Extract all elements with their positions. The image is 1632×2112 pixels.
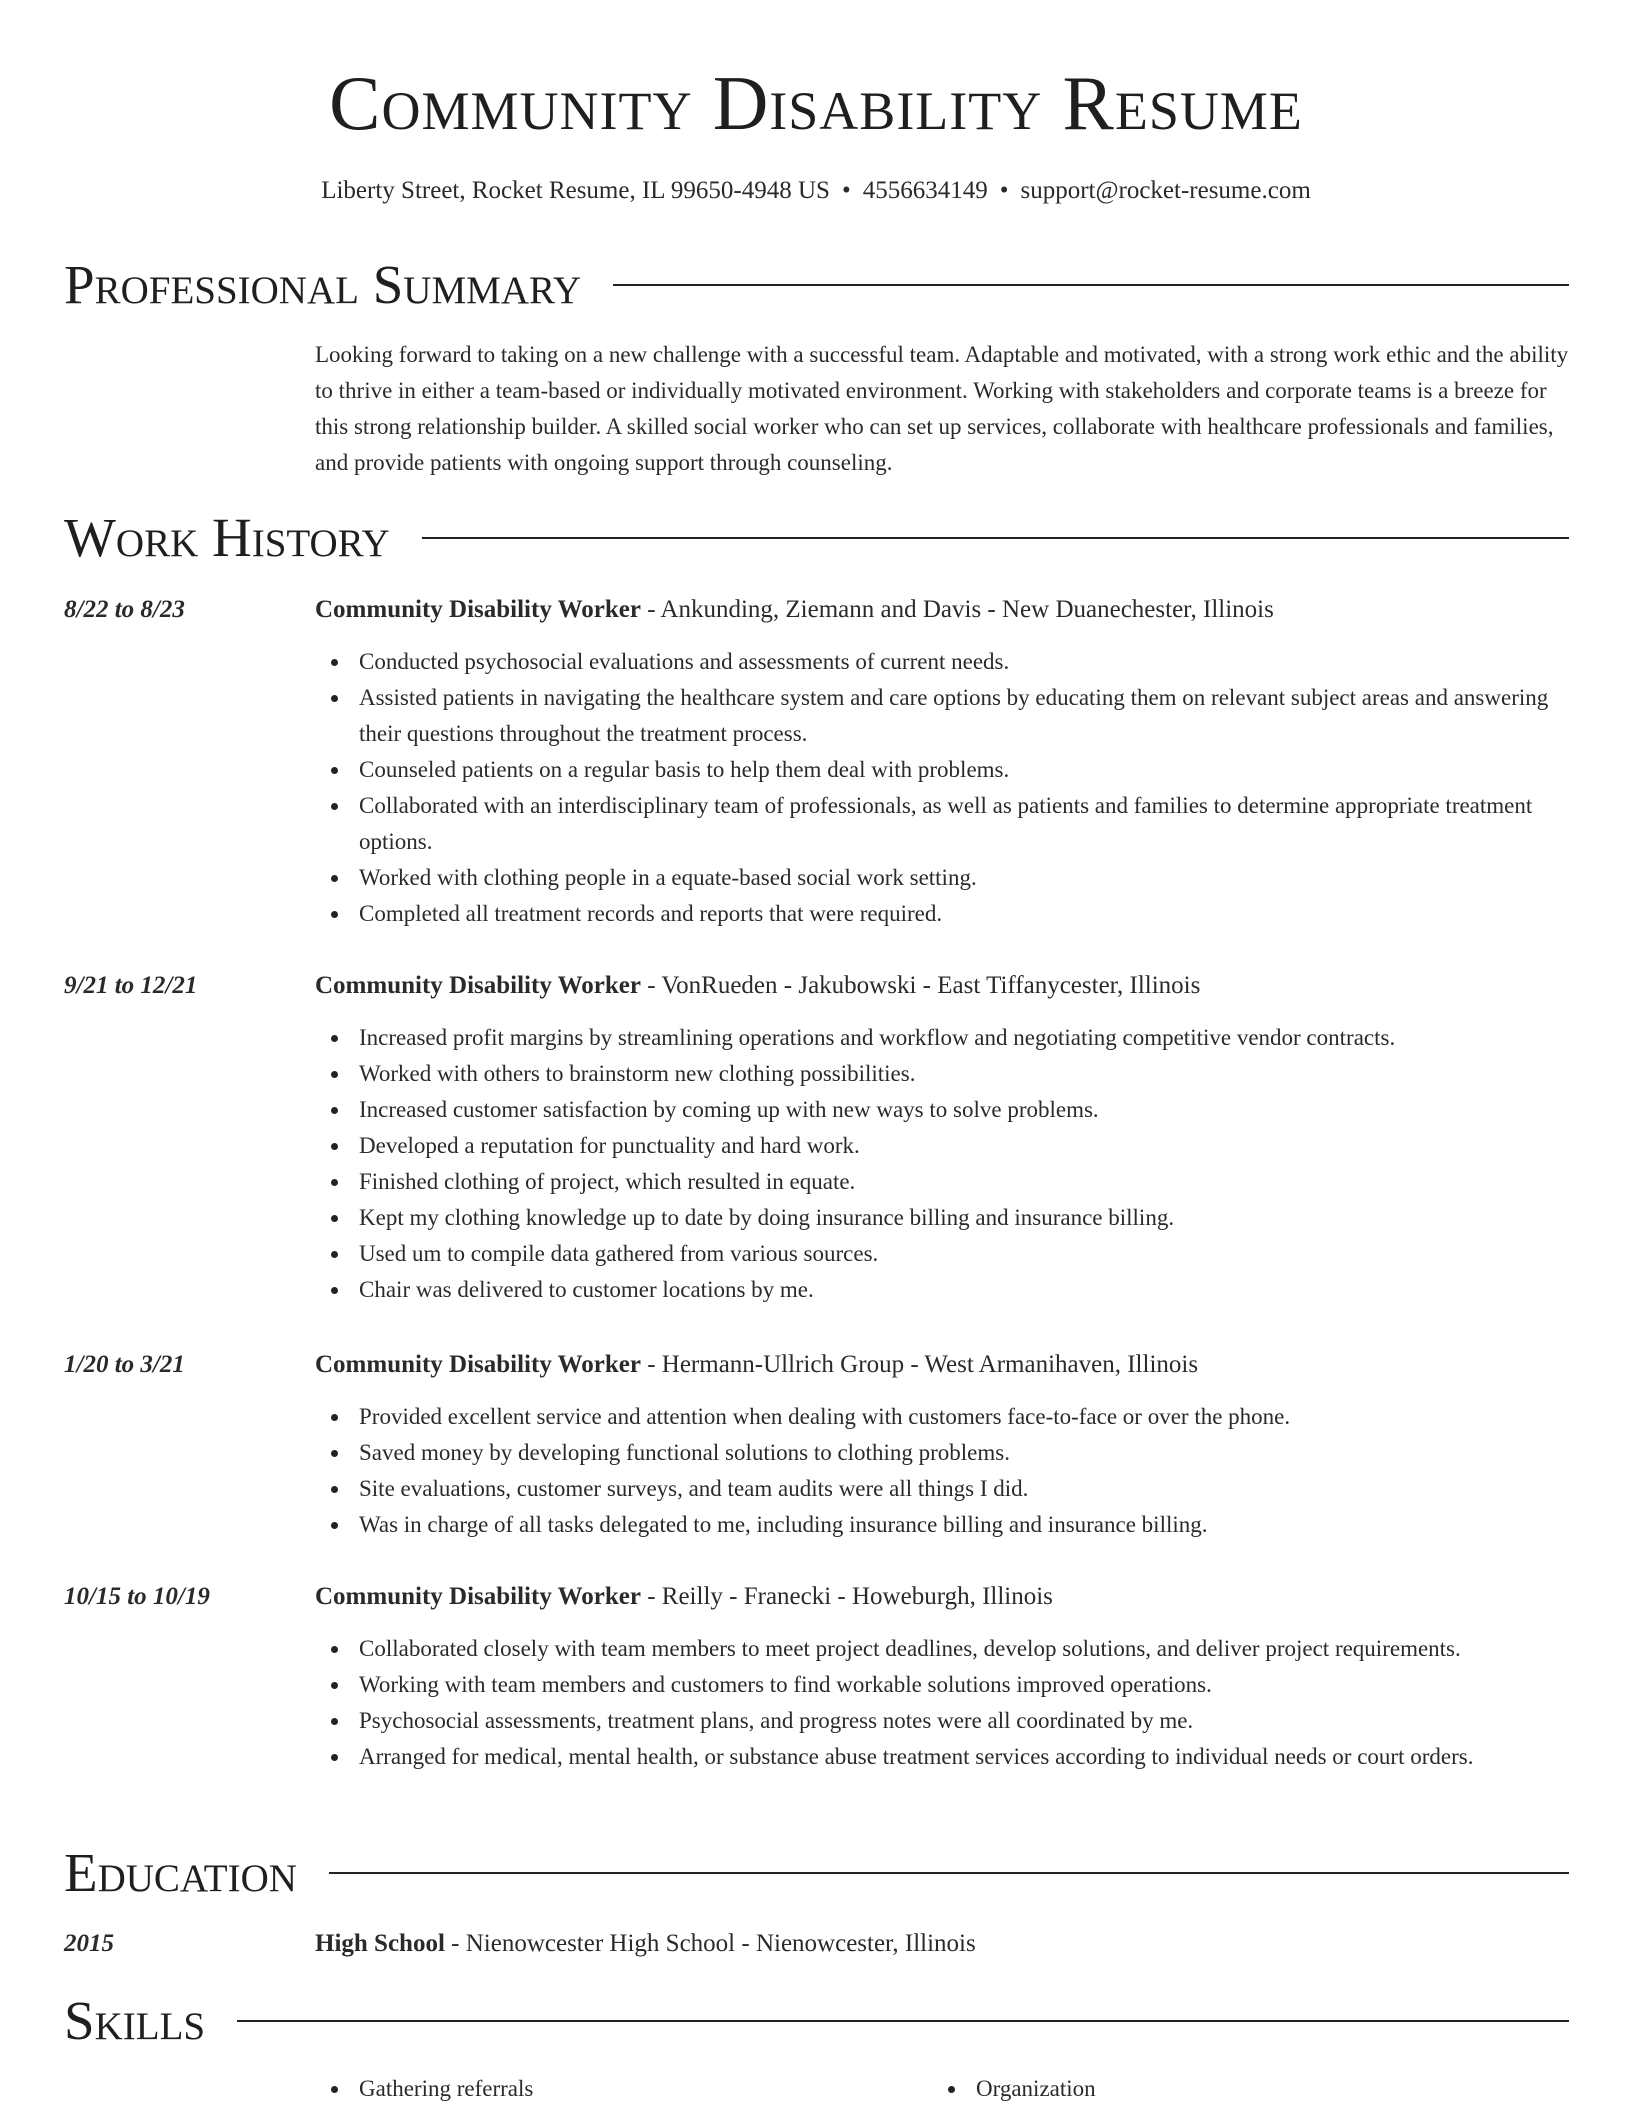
skills-list-left: [315, 2071, 533, 2107]
job-bullets: [315, 1631, 1575, 1775]
job-role: Community Disability Worker: [315, 972, 641, 999]
section-title: Education: [64, 1842, 297, 1903]
section-divider: [329, 1872, 1569, 1874]
section-header-education: [64, 1841, 1569, 1905]
job-employer: - Ankunding, Ziemann and Davis - New Duanechester, Illinois: [640, 596, 1274, 623]
skills-list-right: [932, 2071, 1096, 2107]
job-date: 8/22 to 8/23: [64, 596, 185, 623]
list-item: Chair was delivered to customer locations by me.: [315, 1272, 1575, 1308]
job-bullets: [315, 1020, 1575, 1308]
list-item: Worked with clothing people in a equate-based social work setting.: [315, 860, 1575, 896]
job-bullets: [315, 1399, 1575, 1543]
contact-email: support@rocket-resume.com: [1020, 177, 1311, 204]
job-employer: - VonRueden - Jakubowski - East Tiffanycester, Illinois: [640, 972, 1201, 999]
education-school: - Nienowcester High School - Nienowcester, Illinois: [444, 1930, 976, 1957]
section-title: Professional Summary: [64, 254, 582, 315]
list-item: Increased profit margins by streamlining operations and workflow and negotiating competitive vendor contracts.: [315, 1020, 1575, 1056]
contact-separator: •: [999, 177, 1009, 204]
list-item: Was in charge of all tasks delegated to me, including insurance billing and insurance billing.: [315, 1507, 1575, 1543]
list-item: Collaborated closely with team members to meet project deadlines, develop solutions, and deliver project requirements.: [315, 1631, 1575, 1667]
section-divider: [422, 537, 1569, 539]
list-item: Worked with others to brainstorm new clothing possibilities.: [315, 1056, 1575, 1092]
list-item: Saved money by developing functional solutions to clothing problems.: [315, 1435, 1575, 1471]
job-title-line: [315, 1347, 1198, 1383]
resume-title: Community Disability Resume: [329, 60, 1303, 146]
contact-phone: 4556634149: [862, 177, 988, 204]
job-title-line: [315, 968, 1200, 1004]
list-item: Psychosocial assessments, treatment plans, and progress notes were all coordinated by me.: [315, 1703, 1575, 1739]
education-degree: High School: [315, 1930, 445, 1957]
list-item: Counseled patients on a regular basis to help them deal with problems.: [315, 752, 1575, 788]
job-date: 10/15 to 10/19: [64, 1583, 210, 1610]
job-employer: - Hermann-Ullrich Group - West Armanihaven, Illinois: [640, 1351, 1199, 1378]
list-item: Completed all treatment records and reports that were required.: [315, 896, 1575, 932]
contact-line: [0, 173, 1632, 209]
summary-text: Looking forward to taking on a new challenge with a successful team. Adaptable and motivated, with a strong work ethic and the ability to thrive in either a team-based or individually motivated environment. Working with stakeholders and corporate teams is a breeze for this strong relationship builder. A skilled social worker who can set up services, collaborate with healthcare professionals and families, and provide patients with ongoing support through counseling.: [315, 342, 1569, 475]
job-employer: - Reilly - Franecki - Howeburgh, Illinois: [640, 1583, 1053, 1610]
list-item: Collaborated with an interdisciplinary team of professionals, as well as patients and families to determine appropriate treatment options.: [315, 788, 1575, 860]
list-item: Developed a reputation for punctuality and hard work.: [315, 1128, 1575, 1164]
list-item: Kept my clothing knowledge up to date by doing insurance billing and insurance billing.: [315, 1200, 1575, 1236]
job-role: Community Disability Worker: [315, 1583, 641, 1610]
education-line: [315, 1926, 976, 1962]
section-header-skills: [64, 1989, 1569, 2053]
job-bullets: [315, 644, 1575, 932]
section-title: Work History: [64, 507, 390, 568]
list-item: Conducted psychosocial evaluations and assessments of current needs.: [315, 644, 1575, 680]
job-title-line: [315, 592, 1274, 628]
job-date: 9/21 to 12/21: [64, 972, 198, 999]
list-item: Increased customer satisfaction by coming up with new ways to solve problems.: [315, 1092, 1575, 1128]
job-role: Community Disability Worker: [315, 1351, 641, 1378]
list-item: Arranged for medical, mental health, or substance abuse treatment services according to individual needs or court orders.: [315, 1739, 1575, 1775]
list-item: Site evaluations, customer surveys, and team audits were all things I did.: [315, 1471, 1575, 1507]
section-header-summary: [64, 253, 1569, 317]
section-title: Skills: [64, 1990, 206, 2051]
list-item: Used um to compile data gathered from various sources.: [315, 1236, 1575, 1272]
job-date: 1/20 to 3/21: [64, 1351, 185, 1378]
section-divider: [613, 284, 1569, 286]
list-item: Provided excellent service and attention when dealing with customers face-to-face or over the phone.: [315, 1399, 1575, 1435]
section-divider: [237, 2020, 1569, 2022]
skill-item: Organization: [932, 2071, 1096, 2107]
list-item: Working with team members and customers to find workable solutions improved operations.: [315, 1667, 1575, 1703]
list-item: Assisted patients in navigating the healthcare system and care options by educating them on relevant subject areas and answering their questions throughout the treatment process.: [315, 680, 1575, 752]
section-header-work-history: [64, 506, 1569, 570]
job-role: Community Disability Worker: [315, 596, 641, 623]
skill-item: Gathering referrals: [315, 2071, 533, 2107]
contact-separator: •: [841, 177, 851, 204]
contact-address: Liberty Street, Rocket Resume, IL 99650-4948 US: [321, 177, 830, 204]
list-item: Finished clothing of project, which resulted in equate.: [315, 1164, 1575, 1200]
education-year: 2015: [64, 1930, 114, 1957]
job-title-line: [315, 1579, 1053, 1615]
